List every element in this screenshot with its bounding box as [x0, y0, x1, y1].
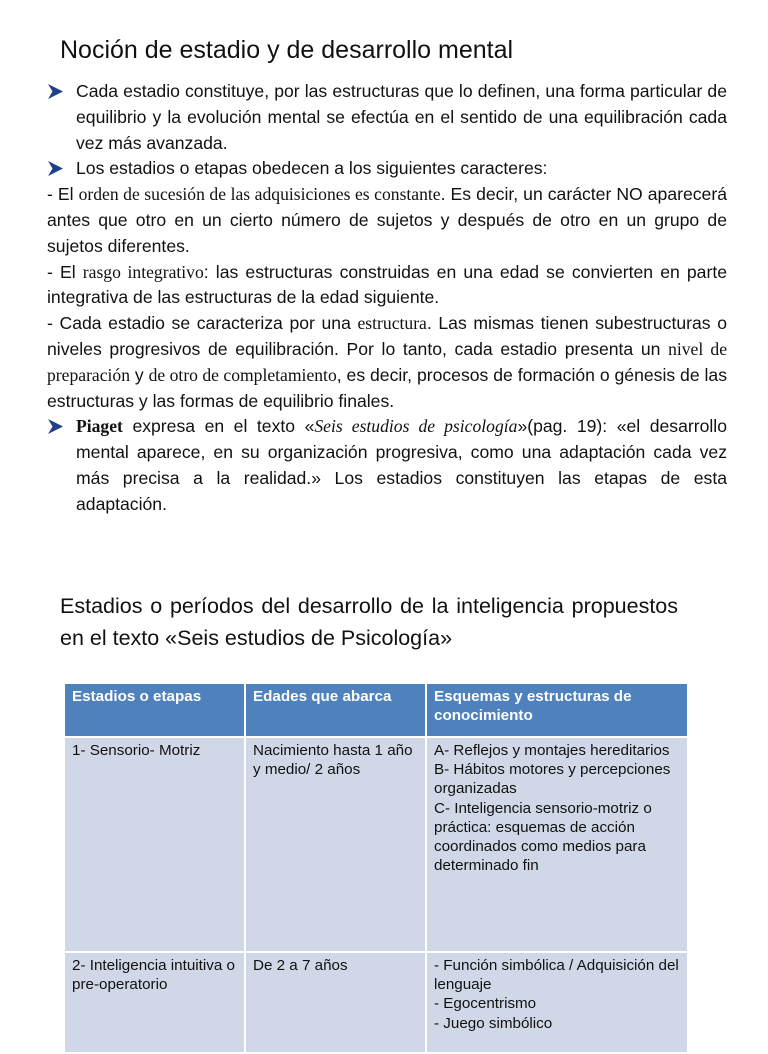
- stages-table: [63, 682, 689, 1054]
- bullet-text: »(pag. 19): «el desarrollo mental aparece, en su organización progresiva, como una adaptación cada vez más precisa a la realidad.» Los estadios constituyen las etapas de esta adaptación.: [76, 416, 727, 514]
- dash-emphasis: orden de sucesión de las adquisiciones es constante: [78, 184, 441, 205]
- dash-emphasis: estructura: [357, 313, 427, 334]
- schemes-cell: [426, 737, 688, 952]
- dash-text: - Cada estadio se caracteriza por una: [47, 313, 358, 334]
- scheme-item: B- Hábitos motores y percepciones organizadas: [434, 761, 671, 798]
- scheme-item: A- Reflejos y montajes hereditarios: [434, 742, 670, 759]
- dash-emphasis: nivel de preparación: [47, 338, 728, 385]
- header-stages: Estadios o etapas: [64, 683, 245, 737]
- table-row: [64, 737, 688, 952]
- dash-text: - El: [47, 261, 83, 282]
- bullet-text-1: Cada estadio constituye, por las estructuras que lo definen, una forma particular de equilibrio y la evolución mental se efectúa en el sentido de una equilibración cada vez más avanzada.: [76, 81, 727, 153]
- dash-emphasis: rasgo integrativo: [82, 261, 204, 282]
- scheme-item: - Egocentrismo: [434, 995, 537, 1013]
- dash-item-structure: [47, 311, 727, 414]
- table-row: [64, 952, 688, 1053]
- arrow-bullet-icon: [47, 418, 64, 435]
- bullet-item-3: [47, 414, 727, 517]
- bullet-text-2: Los estadios o etapas obedecen a los siguientes caracteres:: [76, 158, 548, 179]
- header-ages: Edades que abarca: [245, 683, 426, 737]
- dash-text: y: [130, 364, 149, 385]
- body-text: [47, 79, 727, 518]
- table-heading: Estadios o períodos del desarrollo de la inteligencia propuestos en el texto «Seis estudios de Psicología»: [60, 594, 678, 650]
- scheme-item: C- Inteligencia sensorio-motriz o práctica: esquemas de acción coordinados como medios para determinado fin: [434, 799, 652, 875]
- schemes-cell: [426, 952, 688, 1053]
- bullet-text: expresa en el texto «: [122, 416, 315, 437]
- arrow-bullet-icon: [47, 83, 64, 100]
- ages-cell: Nacimiento hasta 1 año y medio/ 2 años: [245, 737, 426, 952]
- author-name: Piaget: [76, 416, 123, 437]
- dash-text: . Es decir, un carácter NO aparecerá antes que otro en un cierto número de sujetos y después de otro en un grupo de sujetos diferentes.: [47, 184, 727, 256]
- dash-text: - El: [47, 184, 79, 205]
- scheme-item: - Función simbólica / Adquisición del lenguaje: [434, 957, 679, 994]
- page-title: Noción de estadio y de desarrollo mental: [60, 36, 514, 64]
- dash-item-integrative: [47, 260, 727, 312]
- dash-text: : las estructuras construidas en una edad se convierten en parte integrativa de las estructuras de la edad siguiente.: [47, 261, 727, 308]
- bullet-item-2: [47, 156, 727, 182]
- dash-text: . Las mismas tienen subestructuras o niveles progresivos de equilibración. Por lo tanto, cada estadio presenta un: [47, 313, 728, 359]
- ages-cell: De 2 a 7 años: [245, 952, 426, 1053]
- stage-cell: 1- Sensorio- Motriz: [64, 737, 245, 952]
- book-title: Seis estudios de psicología: [314, 416, 518, 437]
- dash-text: , es decir, procesos de formación o génesis de las estructuras y las formas de equilibrio finales.: [47, 364, 728, 411]
- table-header-row: [64, 683, 688, 737]
- header-schemes: Esquemas y estructuras de conocimiento: [426, 683, 688, 737]
- dash-item-order: [47, 182, 727, 259]
- bullet-item-1: [47, 79, 727, 156]
- scheme-item: - Juego simbólico: [434, 1014, 553, 1032]
- dash-emphasis: de otro de completamiento: [148, 364, 337, 385]
- stage-cell: 2- Inteligencia intuitiva o pre-operatorio: [64, 952, 245, 1053]
- arrow-bullet-icon: [47, 160, 64, 177]
